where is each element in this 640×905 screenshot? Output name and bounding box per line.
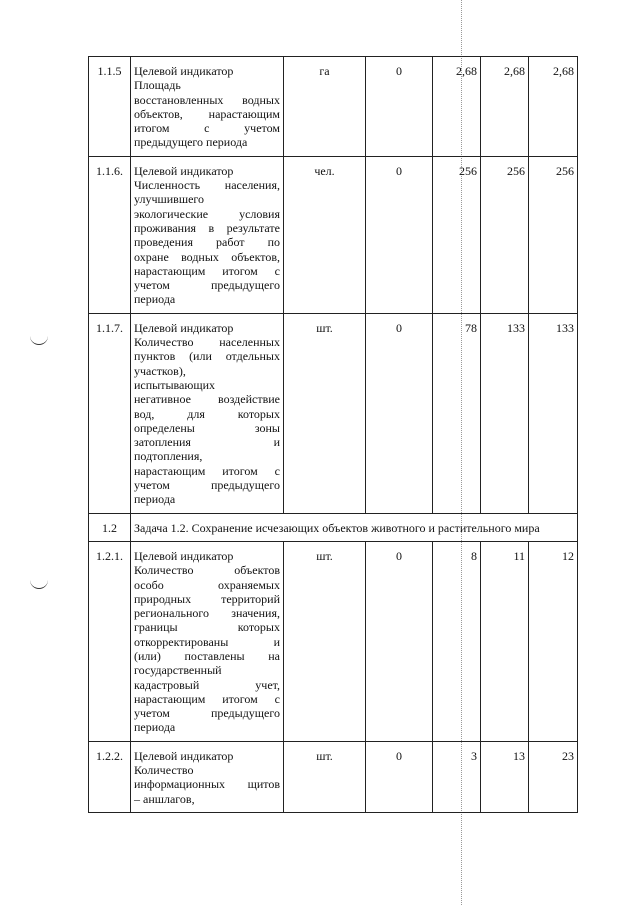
unit-cell: шт.	[284, 541, 366, 741]
description-line: негативное воздействие	[134, 392, 280, 407]
base-value-cell: 0	[366, 541, 433, 741]
description-line: периода	[134, 720, 176, 735]
value-cell-year-2: 256	[481, 156, 529, 313]
table-row	[89, 513, 578, 541]
value-cell-year-1: 78	[433, 313, 481, 513]
description-line: Количество объектов	[134, 563, 280, 578]
value-cell-year-1: 256	[433, 156, 481, 313]
value-cell-year-3: 2,68	[529, 57, 578, 157]
row-number: 1.2.2.	[89, 741, 131, 812]
description-line: охране водных объектов,	[134, 249, 280, 264]
description-line: участков),	[134, 363, 186, 378]
description-line: Целевой индикатор	[134, 163, 234, 178]
description-line: Количество	[134, 763, 194, 778]
table-row	[89, 741, 578, 812]
row-number: 1.1.5	[89, 57, 131, 157]
indicator-description	[131, 741, 284, 812]
description-line: Целевой индикатор	[134, 64, 234, 78]
value-cell-year-2: 2,68	[481, 57, 529, 157]
value-cell-year-3: 256	[529, 156, 578, 313]
value-cell-year-2: 133	[481, 313, 529, 513]
description-line: регионального значения,	[134, 606, 280, 621]
binding-hole-mark-bottom	[30, 580, 48, 589]
unit-cell: га	[284, 57, 366, 157]
description-line: границы которых	[134, 620, 280, 635]
description-line: определены зоны	[134, 420, 280, 435]
table-row	[89, 313, 578, 513]
indicator-description	[131, 313, 284, 513]
description-line: информационных щитов	[134, 777, 280, 792]
value-cell-year-3: 12	[529, 541, 578, 741]
table-row	[89, 156, 578, 313]
base-value-cell: 0	[366, 156, 433, 313]
description-line: испытывающих	[134, 377, 215, 392]
table-row	[89, 57, 578, 157]
value-cell-year-1: 8	[433, 541, 481, 741]
description-line: пунктов (или отдельных	[134, 349, 280, 364]
value-cell-year-3: 133	[529, 313, 578, 513]
description-line: нарастающим итогом с	[134, 691, 280, 706]
description-line: учетом предыдущего	[134, 706, 280, 721]
description-line: Количество населенных	[134, 335, 280, 350]
description-line: нарастающим итогом с	[134, 463, 280, 478]
description-line: Целевой индикатор	[134, 320, 234, 335]
description-line: периода	[134, 292, 176, 307]
description-line: кадастровый учет,	[134, 677, 280, 692]
base-value-cell: 0	[366, 741, 433, 812]
description-line: Целевой индикатор	[134, 548, 234, 563]
table-row	[89, 541, 578, 741]
description-line: нарастающим итогом с	[134, 263, 280, 278]
description-line: (или) поставлены на	[134, 648, 280, 663]
row-number: 1.2	[89, 513, 131, 541]
description-line: объектов, нарастающим	[134, 106, 280, 121]
description-line: особо охраняемых	[134, 577, 280, 592]
description-line: улучшившего	[134, 192, 205, 207]
row-number: 1.2.1.	[89, 541, 131, 741]
description-line: природных территорий	[134, 591, 280, 606]
description-line: – аншлагов,	[134, 791, 195, 806]
description-line: государственный	[134, 663, 222, 678]
description-line: подтопления,	[134, 449, 203, 464]
description-line: Площадь	[134, 78, 181, 93]
description-line: периода	[134, 492, 176, 507]
description-line: предыдущего периода	[134, 135, 248, 150]
indicator-description	[131, 156, 284, 313]
description-line: Целевой индикатор	[134, 748, 234, 763]
description-line: Численность населения,	[134, 178, 280, 193]
value-cell-year-3: 23	[529, 741, 578, 812]
unit-cell: чел.	[284, 156, 366, 313]
unit-cell: шт.	[284, 313, 366, 513]
indicator-description	[131, 541, 284, 741]
base-value-cell: 0	[366, 57, 433, 157]
description-line: учетом предыдущего	[134, 278, 280, 293]
value-cell-year-1: 2,68	[433, 57, 481, 157]
value-cell-year-1: 3	[433, 741, 481, 812]
indicators-table	[88, 56, 578, 813]
description-line: учетом предыдущего	[134, 478, 280, 493]
row-number: 1.1.7.	[89, 313, 131, 513]
description-line: экологические условия	[134, 206, 280, 221]
value-cell-year-2: 13	[481, 741, 529, 812]
description-line: итогом с учетом	[134, 121, 280, 136]
description-line: проведения работ по	[134, 235, 280, 250]
task-title: Задача 1.2. Сохранение исчезающих объектов животного и растительного мира	[131, 513, 578, 541]
unit-cell: шт.	[284, 741, 366, 812]
description-line: восстановленных водных	[134, 92, 280, 107]
description-line: вод, для которых	[134, 406, 280, 421]
description-line: проживания в результате	[134, 220, 280, 235]
indicator-description	[131, 57, 284, 157]
row-number: 1.1.6.	[89, 156, 131, 313]
value-cell-year-2: 11	[481, 541, 529, 741]
description-line: затопления и	[134, 435, 280, 450]
description-line: откорректированы и	[134, 634, 280, 649]
binding-hole-mark-top	[30, 336, 48, 345]
base-value-cell: 0	[366, 313, 433, 513]
